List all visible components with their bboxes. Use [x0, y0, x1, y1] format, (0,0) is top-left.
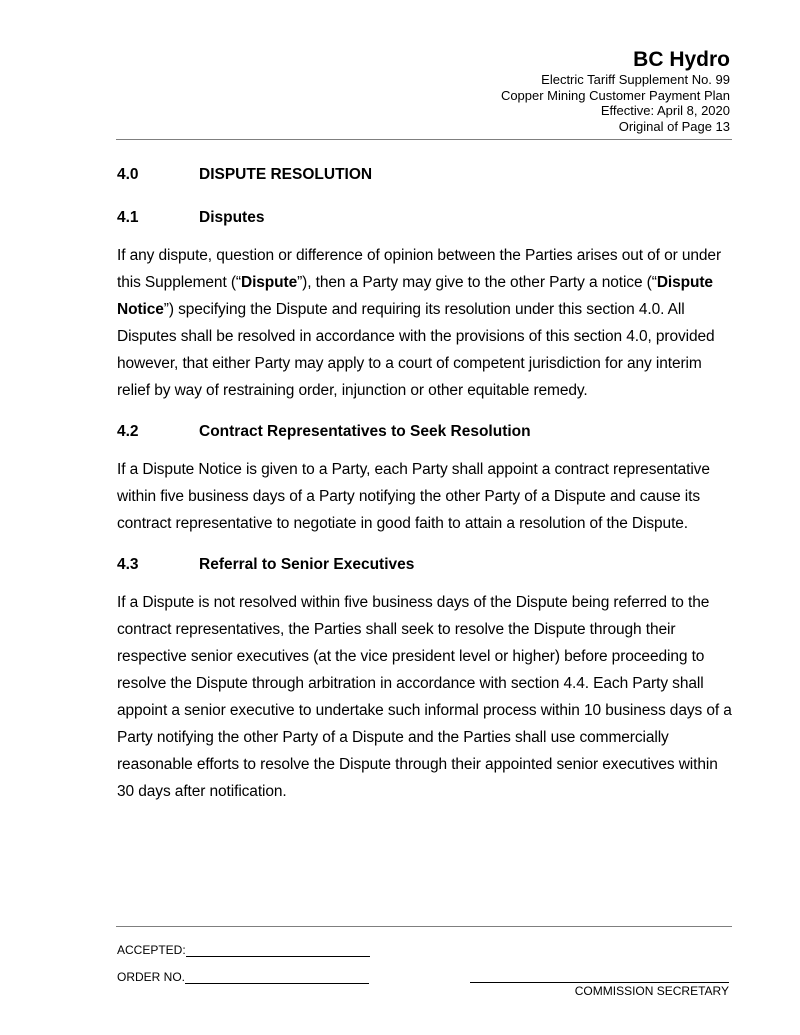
section-heading-4-0	[117, 164, 733, 186]
header-divider	[116, 139, 732, 140]
section-title: Contract Representatives to Seek Resolution	[199, 423, 531, 440]
page-number: Original of Page 13	[618, 118, 730, 134]
order-number-line	[185, 971, 369, 984]
document-header	[501, 48, 730, 134]
accepted-field	[117, 943, 370, 957]
section-heading-4-2	[117, 421, 733, 443]
section-heading-4-3	[117, 554, 733, 576]
section-title: DISPUTE RESOLUTION	[199, 166, 373, 183]
section-number: 4.1	[117, 209, 139, 226]
section-paragraph-4-1	[117, 242, 733, 404]
section-heading-4-1	[117, 207, 733, 229]
defined-term-dispute-notice: Dispute Notice	[117, 274, 713, 318]
section-number: 4.0	[117, 166, 139, 183]
document-body	[117, 164, 733, 805]
section-title: Disputes	[199, 209, 265, 226]
defined-term-dispute: Dispute	[240, 274, 298, 291]
footer-divider	[116, 926, 732, 927]
order-field	[117, 970, 369, 984]
plan-name: Copper Mining Customer Payment Plan	[500, 87, 730, 103]
paragraph-text: If any dispute, question or difference of opinion between the Parties arises out of or under this Supplement (“	[117, 247, 722, 291]
commission-secretary-label: COMMISSION SECRETARY	[574, 984, 729, 998]
section-number: 4.3	[117, 556, 139, 573]
effective-date: Effective: April 8, 2020	[600, 103, 730, 118]
section-number: 4.2	[117, 423, 139, 440]
paragraph-text: ”), then a Party may give to the other Party a notice (“	[297, 274, 657, 291]
accepted-signature-line	[186, 944, 370, 957]
order-label: ORDER NO.	[117, 970, 186, 984]
supplement-number: Electric Tariff Supplement No. 99	[541, 72, 730, 87]
section-paragraph-4-2: If a Dispute Notice is given to a Party, each Party shall appoint a contract representative within five business days of a Party notifying the other Party of a Dispute and cause its contract representative to negotiate in good faith to attain a resolution of the Dispute.	[117, 461, 710, 532]
accepted-label: ACCEPTED:	[117, 943, 186, 957]
section-paragraph-4-3: If a Dispute is not resolved within five business days of the Dispute being referred to the contract representatives, the Parties shall seek to resolve the Dispute through their respective senior executives (at the vice president level or higher) before proceeding to resolve the Dispute through arbitration in accordance with section 4.4. Each Party shall appoint a senior executive to undertake such informal process within 10 business days of a Party notifying the other Party of a Dispute and the Parties shall use commercially reasonable efforts to resolve the Dispute through their appointed senior executives within 30 days after notification.	[117, 594, 732, 800]
organization-name: BC Hydro	[633, 48, 730, 71]
paragraph-text: ”) specifying the Dispute and requiring its resolution under this section 4.0. All Disputes shall be resolved in accordance with the provisions of this section 4.0, provided however, that either Party may apply to a court of competent jurisdiction for any interim relief by way of restraining order, injunction or other equitable remedy.	[117, 301, 715, 399]
secretary-signature-line	[470, 982, 729, 983]
section-title: Referral to Senior Executives	[199, 556, 415, 573]
